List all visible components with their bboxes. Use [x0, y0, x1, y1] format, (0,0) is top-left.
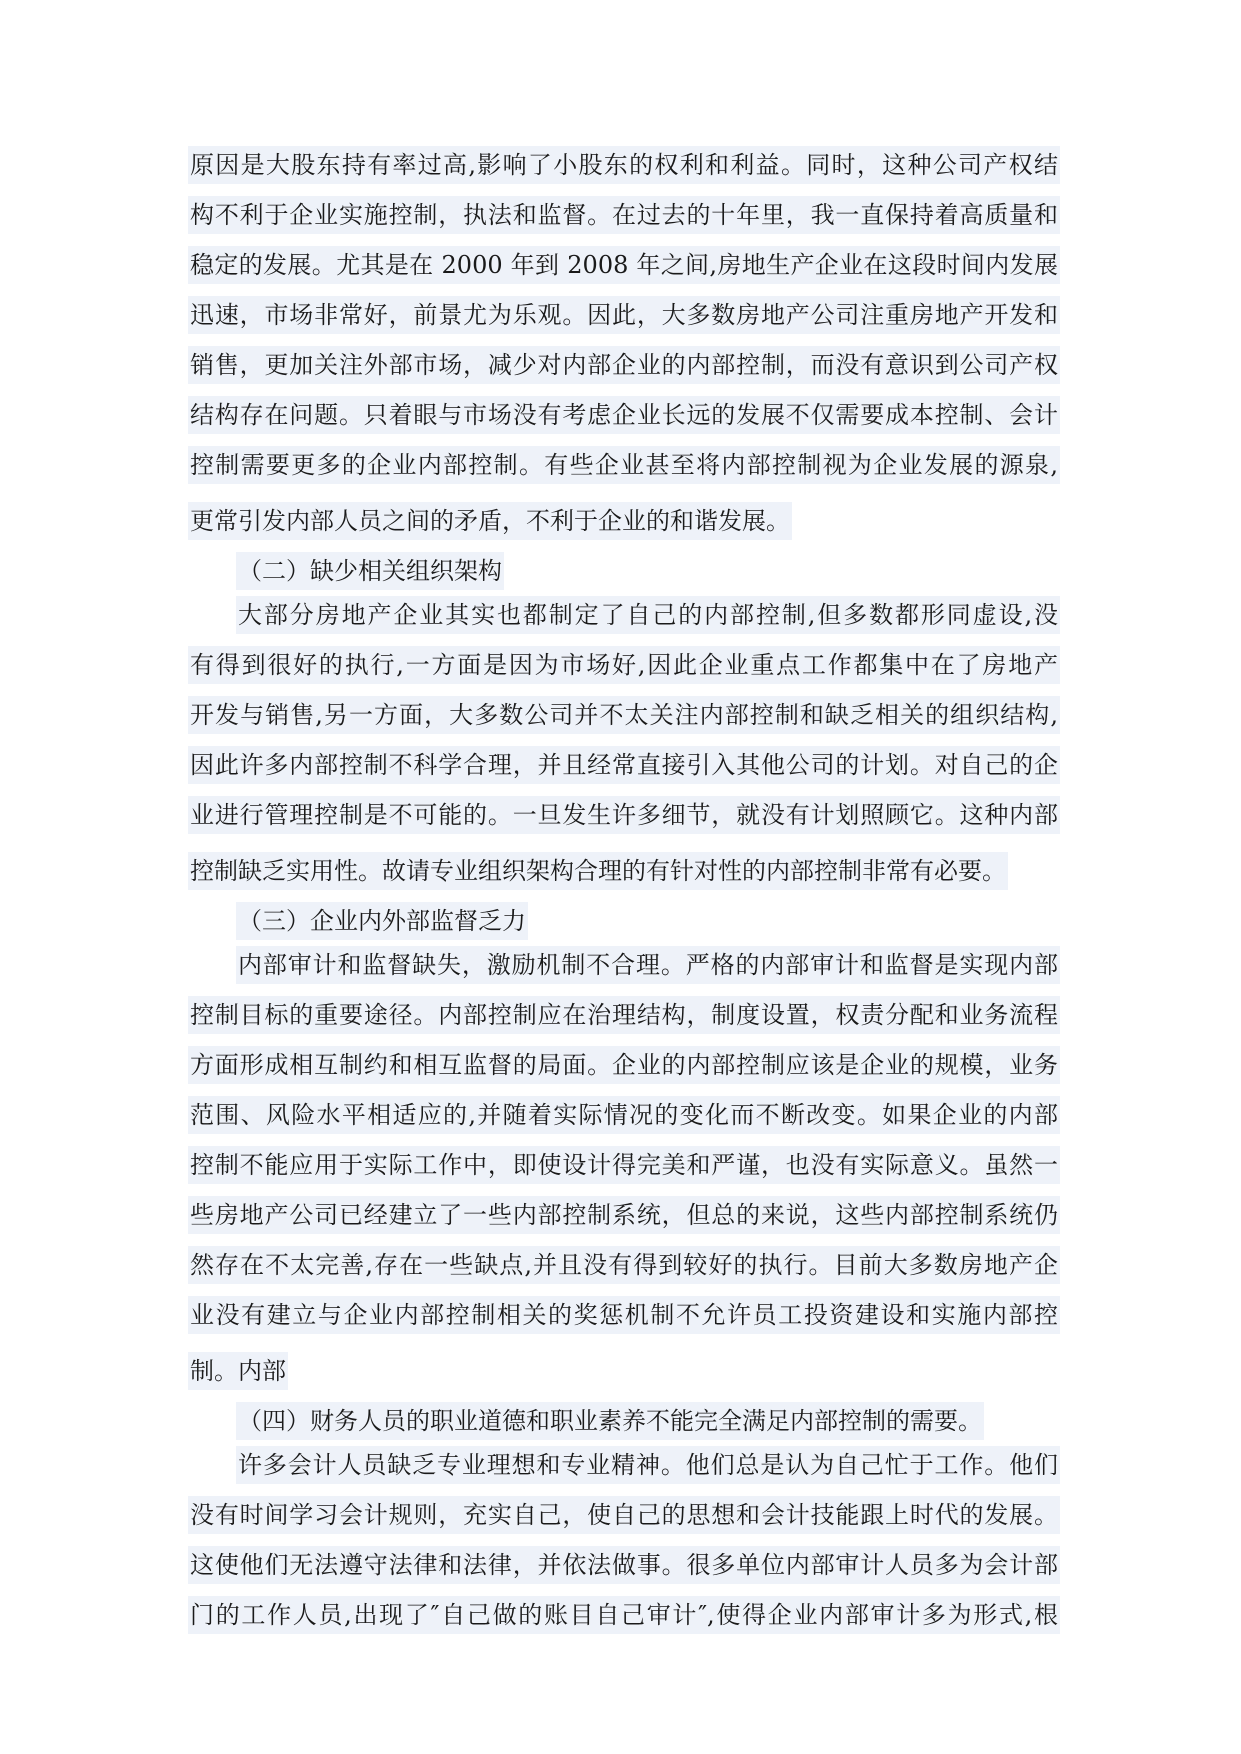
line-text: 控制需要更多的企业内部控制。有些企业甚至将内部控制视为企业发展的源泉,	[188, 446, 1060, 484]
text-line	[188, 1496, 1060, 1546]
text-line	[188, 846, 1060, 896]
section-heading	[188, 1396, 1060, 1446]
text-line	[188, 696, 1060, 746]
text-line	[188, 346, 1060, 396]
line-text: 控制缺乏实用性。故请专业组织架构合理的有针对性的内部控制非常有必要。	[188, 852, 1008, 890]
text-line	[188, 1346, 1060, 1396]
text-line	[188, 746, 1060, 796]
text-line	[188, 946, 1060, 996]
text-line	[188, 796, 1060, 846]
line-text: 构不利于企业实施控制，执法和监督。在过去的十年里，我一直保持着高质量和	[188, 196, 1060, 234]
line-text: （三）企业内外部监督乏力	[236, 902, 528, 940]
text-line	[188, 646, 1060, 696]
line-text: 迅速，市场非常好，前景尤为乐观。因此，大多数房地产公司注重房地产开发和	[188, 296, 1060, 334]
text-line	[188, 1296, 1060, 1346]
line-text: 控制目标的重要途径。内部控制应在治理结构，制度设置，权责分配和业务流程	[188, 996, 1060, 1034]
line-text: 这使他们无法遵守法律和法律，并依法做事。很多单位内部审计人员多为会计部	[188, 1546, 1060, 1584]
text-line	[188, 1596, 1060, 1646]
line-text: 内部审计和监督缺失，激励机制不合理。严格的内部审计和监督是实现内部	[236, 946, 1060, 984]
text-line	[188, 1196, 1060, 1246]
line-text: 更常引发内部人员之间的矛盾，不利于企业的和谐发展。	[188, 502, 792, 540]
line-text: 稳定的发展。尤其是在 2000 年到 2008 年之间,房地生产企业在这段时间内发展	[188, 246, 1060, 284]
text-column	[188, 146, 1060, 1646]
line-text: 范围、风险水平相适应的,并随着实际情况的变化而不断改变。如果企业的内部	[188, 1096, 1060, 1134]
section-heading	[188, 896, 1060, 946]
text-line	[188, 1146, 1060, 1196]
text-line	[188, 596, 1060, 646]
line-text: 业进行管理控制是不可能的。一旦发生许多细节，就没有计划照顾它。这种内部	[188, 796, 1060, 834]
line-text: 制。内部	[188, 1352, 288, 1390]
text-line	[188, 996, 1060, 1046]
text-line	[188, 246, 1060, 296]
line-text: 原因是大股东持有率过高,影响了小股东的权利和利益。同时，这种公司产权结	[188, 146, 1060, 184]
line-text: 结构存在问题。只着眼与市场没有考虑企业长远的发展不仅需要成本控制、会计	[188, 396, 1060, 434]
line-text: 些房地产公司已经建立了一些内部控制系统，但总的来说，这些内部控制系统仍	[188, 1196, 1060, 1234]
section-heading	[188, 546, 1060, 596]
line-text: 然存在不太完善,存在一些缺点,并且没有得到较好的执行。目前大多数房地产企	[188, 1246, 1060, 1284]
line-text: （四）财务人员的职业道德和职业素养不能完全满足内部控制的需要。	[236, 1402, 984, 1440]
text-line	[188, 196, 1060, 246]
text-line	[188, 1546, 1060, 1596]
line-text: 方面形成相互制约和相互监督的局面。企业的内部控制应该是企业的规模，业务	[188, 1046, 1060, 1084]
text-line	[188, 446, 1060, 496]
text-line	[188, 1446, 1060, 1496]
text-line	[188, 396, 1060, 446]
line-text: 开发与销售,另一方面，大多数公司并不太关注内部控制和缺乏相关的组织结构,	[188, 696, 1060, 734]
line-text: 许多会计人员缺乏专业理想和专业精神。他们总是认为自己忙于工作。他们	[236, 1446, 1060, 1484]
line-text: 没有时间学习会计规则，充实自己，使自己的思想和会计技能跟上时代的发展。	[188, 1496, 1060, 1534]
text-line	[188, 1246, 1060, 1296]
text-line	[188, 296, 1060, 346]
line-text: 因此许多内部控制不科学合理，并且经常直接引入其他公司的计划。对自己的企	[188, 746, 1060, 784]
line-text: 门的工作人员,出现了″自己做的账目自己审计″,使得企业内部审计多为形式,根	[188, 1596, 1060, 1634]
text-line	[188, 1096, 1060, 1146]
line-text: 有得到很好的执行,一方面是因为市场好,因此企业重点工作都集中在了房地产	[188, 646, 1060, 684]
line-text: 控制不能应用于实际工作中，即使设计得完美和严谨，也没有实际意义。虽然一	[188, 1146, 1060, 1184]
line-text: 业没有建立与企业内部控制相关的奖惩机制不允许员工投资建设和实施内部控	[188, 1296, 1060, 1334]
line-text: （二）缺少相关组织架构	[236, 552, 504, 590]
line-text: 大部分房地产企业其实也都制定了自己的内部控制,但多数都形同虚设,没	[236, 596, 1060, 634]
text-line	[188, 496, 1060, 546]
text-line	[188, 146, 1060, 196]
line-text: 销售，更加关注外部市场，减少对内部企业的内部控制，而没有意识到公司产权	[188, 346, 1060, 384]
text-line	[188, 1046, 1060, 1096]
